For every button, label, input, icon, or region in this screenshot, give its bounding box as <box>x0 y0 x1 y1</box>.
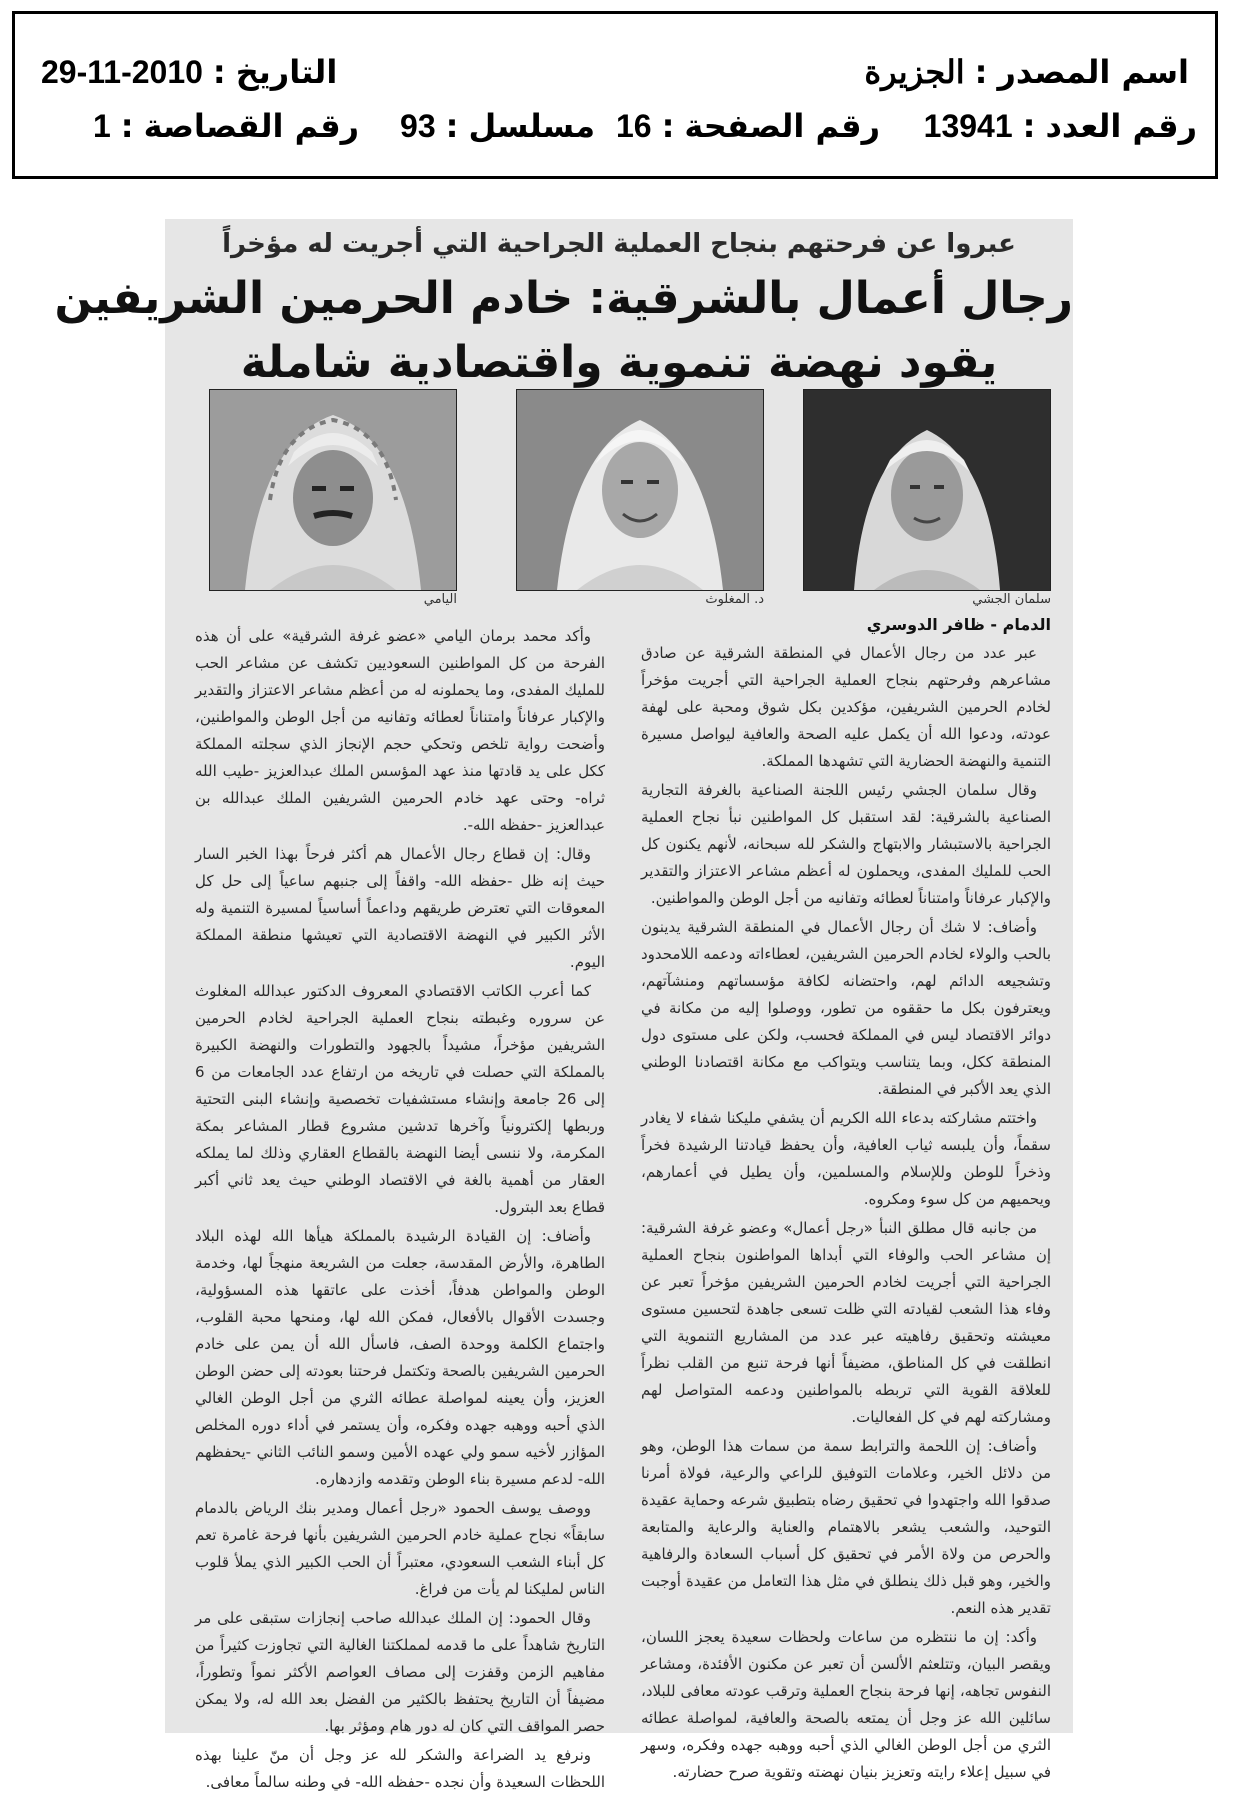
issue-value: 13941 <box>923 108 1013 144</box>
paragraph: وأضاف: لا شك أن رجال الأعمال في المنطقة الشرقية يدينون بالحب والولاء لخادم الحرمين الشريفين، لعطاءاته ودعمه اللامحدود وتشجيعه الدائم لهم، واحتضانه لكافة مؤسساتهم ومنشآتهم، ويعترفون بكل ما حققوه من تطور، ووصلوا إليه من مكانة في دوائر الاقتصاد ليس في المملكة فحسب، ولكن على مستوى دول المنطقة ككل، وبما يتناسب ويتواكب مع مكانة اقتصادنا الوطني الذي يعد الأكبر في المنطقة. <box>641 918 1051 1098</box>
paragraph: ووصف يوسف الحمود «رجل أعمال ومدير بنك الرياض بالدمام سابقاً» نجاح عملية خادم الحرمين الشريفين بأنها فرحة غامرة تعم كل أبناء الشعب السعودي، معتبراً أن الحب الكبير الذي يملأ قلوب الناس لمليكنا لم يأت من فراغ. <box>195 1499 605 1598</box>
date-field <box>41 44 337 100</box>
issue-label: رقم العدد <box>1045 107 1197 145</box>
portrait-photo-aljeshi <box>803 389 1051 591</box>
paragraph: وأكد محمد برمان اليامي «عضو غرفة الشرقية» على أن هذه الفرحة من كل المواطنين السعوديين تكشف عن مشاعر الحب للمليك المفدى، وما يحملونه له من أعظم مشاعر الاعتزاز والتقدير والإكبار عرفاناً وامتناناً لعطائه وتفانيه من أجل الوطن والمواطنين، وأضحت رواية تلخص وتحكي حجم الإنجاز الذي سجلته المملكة ككل على يد قادتها منذ عهد المؤسس الملك عبدالعزيز -طيب الله ثراه- وحتى عهد خادم الحرمين الشريفين الملك عبدالله بن عبدالعزيز -حفظه الله-. <box>195 627 605 834</box>
clip-value: 1 <box>93 108 111 144</box>
source-field <box>864 44 1189 100</box>
source-label: اسم المصدر <box>997 53 1189 91</box>
portrait-photo-almaghlouth <box>516 389 764 591</box>
paragraph: ونرفع يد الضراعة والشكر لله عز وجل أن منّ علينا بهذه اللحظات السعيدة وأن نجده -حفظه الله- في وطنه سالماً معافى. <box>195 1746 605 1791</box>
metadata-row-2 <box>15 107 1215 180</box>
caption-aljeshi: سلمان الجشي <box>972 592 1051 607</box>
article-byline: الدمام - ظافر الدوسري <box>866 615 1051 634</box>
date-value: 29-11-2010 <box>41 54 203 90</box>
paragraph: وأضاف: إن اللحمة والترابط سمة من سمات هذا الوطن، وهو من دلائل الخير، وعلامات التوفيق للراعي والرعية، فولاة أمرنا صدقوا الله واجتهدوا في تحقيق رضاه بتطبيق شرعه وحماية عقيدة التوحيد، والشعب يشعر بالاهتمام والعناية والرعاية والمتابعة والحرص من ولاة الأمر في تحقيق كل أسباب السعادة والرفاهية والخير، وهو قبل ذلك ينطلق في مثل هذا التعامل من عقيدة أوجبت تقدير هذه النعم. <box>641 1437 1051 1617</box>
clip-field <box>93 98 359 154</box>
paragraph: وقال: إن قطاع رجال الأعمال هم أكثر فرحاً بهذا الخبر السار حيث إنه ظل -حفظه الله- واقفاً إلى جنبهم ساعياً إلى حل كل المعوقات التي تعترض طريقهم وداعماً أساسياً لمسيرة التنمية وله الأثر الكبير في النهضة الاقتصادية التي تعيشها منطقة المملكة اليوم. <box>195 845 605 971</box>
article-headline-line-1: رجال أعمال بالشرقية: خادم الحرمين الشريفين <box>54 273 1073 324</box>
metadata-row-1 <box>15 44 1215 100</box>
source-value: الجزيرة <box>864 54 965 90</box>
page-field <box>616 98 880 154</box>
paragraph: وأكد: إن ما ننتظره من ساعات ولحظات سعيدة يعجز اللسان، ويقصر البيان، وتتلعثم الألسن أن تعبر عن مكنون الأفئدة، ومشاعر النفوس تجاهه، إنها فرحة بنجاح العملية وترقب عودته معافى للبلاد، سائلين الله عز وجل أن يمتعه بالصحة والعافية، لمواصلة عطائه الثري من أجل الوطن الغالي الذي أحبه ووهبه جهده وفكره، وسهر في سبيل إعلاء رايته وتعزيز بنيان نهضته وتقوية صرح حضارته. <box>641 1628 1051 1781</box>
article-kicker: عبروا عن فرحتهم بنجاح العملية الجراحية التي أجريت له مؤخراً <box>222 229 1016 259</box>
article-column-right <box>641 611 1051 1781</box>
serial-label: مسلسل <box>468 107 595 145</box>
paragraph: عبر عدد من رجال الأعمال في المنطقة الشرقية عن صادق مشاعرهم وفرحتهم بنجاح العملية الجراحية التي أجريت مؤخراً لخادم الحرمين الشريفين، مؤكدين بكل شوق ومحبة على لهفة عودته، ودعوا الله أن يكمل عليه الصحة والعافية ليواصل مسيرة التنمية والنهضة الحضارية التي تشهدها المملكة. <box>641 644 1051 770</box>
article-column-left <box>195 623 605 1791</box>
portrait-photo-alyami <box>209 389 457 591</box>
paragraph: وقال الحمود: إن الملك عبدالله صاحب إنجازات ستبقى على مر التاريخ شاهداً على ما قدمه لمملكتنا الغالية التي تجاوزت كثيراً من مفاهيم الزمن وقفزت إلى مصاف العواصم الأكثر نمواً وتطوراً، مضيفاً أن التاريخ يحتفظ بالكثير من الفضل بعد الله له، ولا يمكن حصر المواقف التي كان له دور هام ومؤثر بها. <box>195 1609 605 1735</box>
portrait-image-icon <box>210 390 456 590</box>
serial-field <box>400 98 595 154</box>
portrait-image-icon <box>517 390 763 590</box>
page-separator: : <box>661 107 675 145</box>
metadata-box <box>12 11 1218 179</box>
clip-label: رقم القصاصة <box>143 107 360 145</box>
paragraph: من جانبه قال مطلق النبأ «رجل أعمال» وعضو غرفة الشرقية: إن مشاعر الحب والوفاء التي أبداها المواطنون بنجاح العملية الجراحية التي أجريت لخادم الحرمين الشريفين مؤخراً تعبر عن وفاء هذا الشعب لقيادته التي ظلت تسعى جاهدة لتحسين مستوى معيشته وتحقيق رفاهيته عبر عدد من المشاريع التنموية التي انطلقت في كل المناطق، مضيفاً أنها فرحة تنبع من القلب نظراً للعلاقة القوية التي تربطه بالمواطنين ودعمه المتواصل لهم ومشاركته لهم في كل الفعاليات. <box>641 1219 1051 1426</box>
date-label: التاريخ <box>235 53 338 91</box>
article-headline-line-2: يقود نهضة تنموية واقتصادية شاملة <box>240 337 998 388</box>
issue-separator: : <box>1022 107 1036 145</box>
page-value: 16 <box>615 108 652 144</box>
newspaper-clipping <box>54 219 1073 1791</box>
paragraph: وأضاف: إن القيادة الرشيدة بالمملكة هيأها الله لهذه البلاد الطاهرة، والأرض المقدسة، جعلت من الشريعة منهجاً لها، وخدمة الوطن والمواطن هدفاً، أخذت على عاتقها هذه المسؤولية، وجسدت الأقوال بالأفعال، فمكن الله لها، ومنحها محبة القلوب، واجتماع الكلمة ووحدة الصف، فاسأل الله أن يمن على خادم الحرمين الشريفين بالصحة وتكتمل فرحتنا بعودته إلى حضن الوطن العزيز، وأن يعينه لمواصلة عطائه الثري من أجل الوطن الغالي الذي أحبه ووهبه جهده وفكره، وأن يستمر في أداء دوره المخلص المؤازر لأخيه سمو ولي عهده الأمين وسمو النائب الثاني -يحفظهم الله- لدعم مسيرة بناء الوطن وتقدمه وازدهاره. <box>195 1227 605 1488</box>
page-label: رقم الصفحة <box>684 107 880 145</box>
paragraph: واختتم مشاركته بدعاء الله الكريم أن يشفي مليكنا شفاء لا يغادر سقماً، وأن يلبسه ثياب العافية، وأن يحفظ قيادتنا الرشيدة فخراً وذخراً للوطن وللإسلام والمسلمين، وأن يطيل في أعمارهم، ويحميهم من كل سوء ومكروه. <box>641 1109 1051 1208</box>
caption-alyami: اليامي <box>423 592 457 607</box>
clip-separator: : <box>120 107 134 145</box>
paragraph: كما أعرب الكاتب الاقتصادي المعروف الدكتور عبدالله المغلوث عن سروره وغبطته بنجاح العملية الجراحية لخادم الحرمين الشريفين مؤخراً، مشيداً بالجهود والتطورات والنهضة الكبيرة بالمملكة التي حصلت في تاريخه من ارتفاع عدد الجامعات من 6 إلى 26 جامعة وإنشاء مستشفيات تخصصية وإنشاء البنى التحتية وربطها إلكترونياً وآخرها تدشين مشروع قطار المشاعر بمكة المكرمة، ولا ننسى أيضا النهضة بالقطاع العقاري وذلك لما يملكه العقار من أهمية بالغة في الاقتصاد الوطني حيث يعد ثاني أكبر قطاع بعد البترول. <box>195 982 605 1216</box>
date-separator: : <box>212 53 226 91</box>
issue-field <box>924 98 1197 154</box>
caption-almaghlouth: د. المغلوث <box>705 592 764 607</box>
portrait-image-icon <box>804 390 1050 590</box>
serial-separator: : <box>445 107 459 145</box>
source-separator: : <box>974 53 988 91</box>
serial-value: 93 <box>400 108 436 144</box>
paragraph: وقال سلمان الجشي رئيس اللجنة الصناعية بالغرفة التجارية الصناعية بالشرقية: لقد استقبل كل المواطنين نبأ نجاح العملية الجراحية بالاستبشار والابتهاج والشكر لله سبحانه، لأنهم يكنون كل الحب للمليك المفدى، ويحملون له أعظم مشاعر الاعتزاز والتقدير والإكبار عرفاناً وامتناناً لعطائه وتفانيه من أجل الوطن والمواطنين. <box>641 781 1051 907</box>
